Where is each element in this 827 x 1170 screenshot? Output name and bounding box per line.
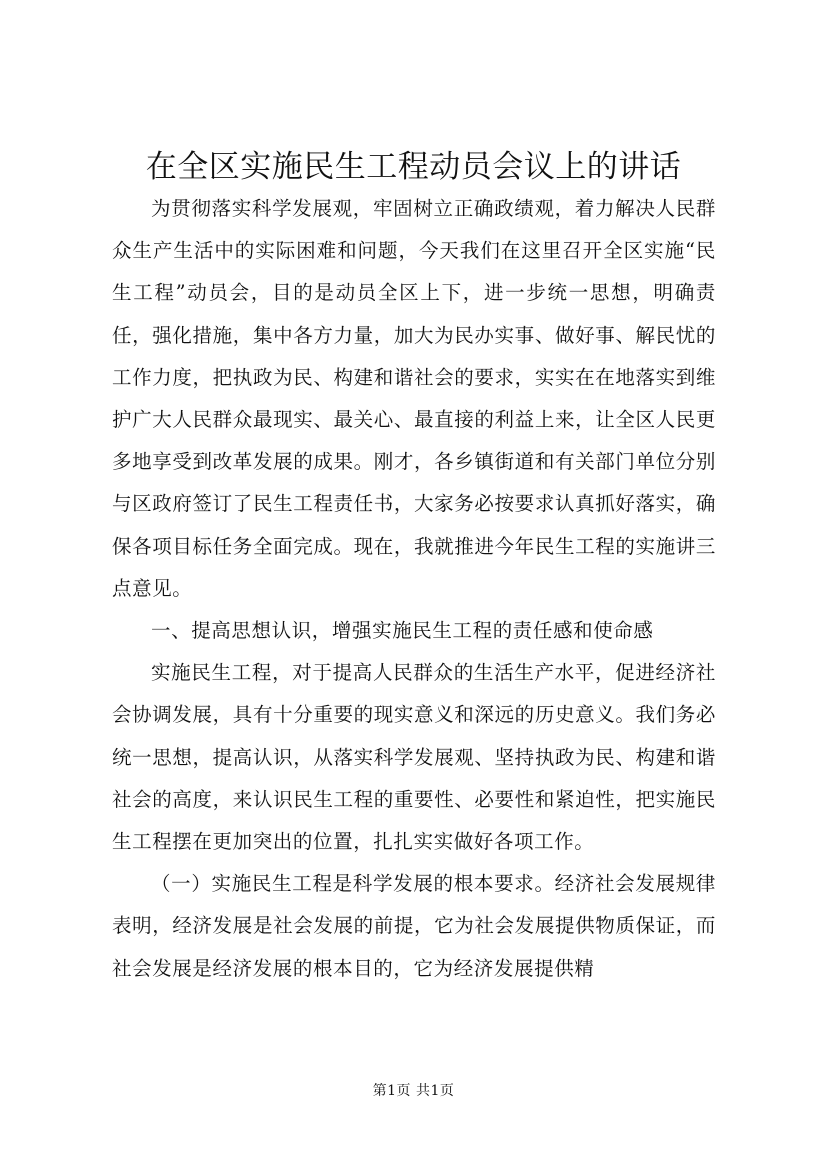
document-body (112, 188, 716, 990)
paragraph-section-1: 实施民生工程，对于提高人民群众的生活生产水平，促进经济社会协调发展，具有十分重要的现实意义和深远的历史意义。我们务必统一思想，提高认识，从落实科学发展观、坚持执政为民、构建和谐社会的高度，来认识民生工程的重要性、必要性和紧迫性，把实施民生工程摆在更加突出的位置，扎扎实实做好各项工作。 (112, 661, 716, 854)
paragraph-intro: 为贯彻落实科学发展观，牢固树立正确政绩观，着力解决人民群众生产生活中的实际困难和问题，今天我们在这里召开全区实施“民生工程”动员会，目的是动员全区上下，进一步统一思想，明确责任，强化措施，集中各方力量，加大为民办实事、做好事、解民忧的工作力度，把执政为民、构建和谐社会的要求，实实在在地落实到维护广大人民群众最现实、最关心、最直接的利益上来，让全区人民更多地享受到改革发展的成果。刚才，各乡镇街道和有关部门单位分别与区政府签订了民生工程责任书，大家务必按要求认真抓好落实，确保各项目标任务全面完成。现在，我就推进今年民生工程的实施讲三点意见。 (112, 197, 716, 600)
document-title: 在全区实施民生工程动员会议上的讲话 (145, 149, 682, 185)
paragraph-subsection-1: （一）实施民生工程是科学发展的根本要求。经济社会发展规律表明，经济发展是社会发展的前提，它为社会发展提供物质保证，而社会发展是经济发展的根本目的，它为经济发展提供精 (112, 872, 716, 980)
section-heading-1: 一、提高思想认识，增强实施民生工程的责任感和使命感 (151, 619, 654, 643)
page-footer (0, 1081, 827, 1101)
page-number-label: 第1页 共1页 (372, 1083, 455, 1099)
